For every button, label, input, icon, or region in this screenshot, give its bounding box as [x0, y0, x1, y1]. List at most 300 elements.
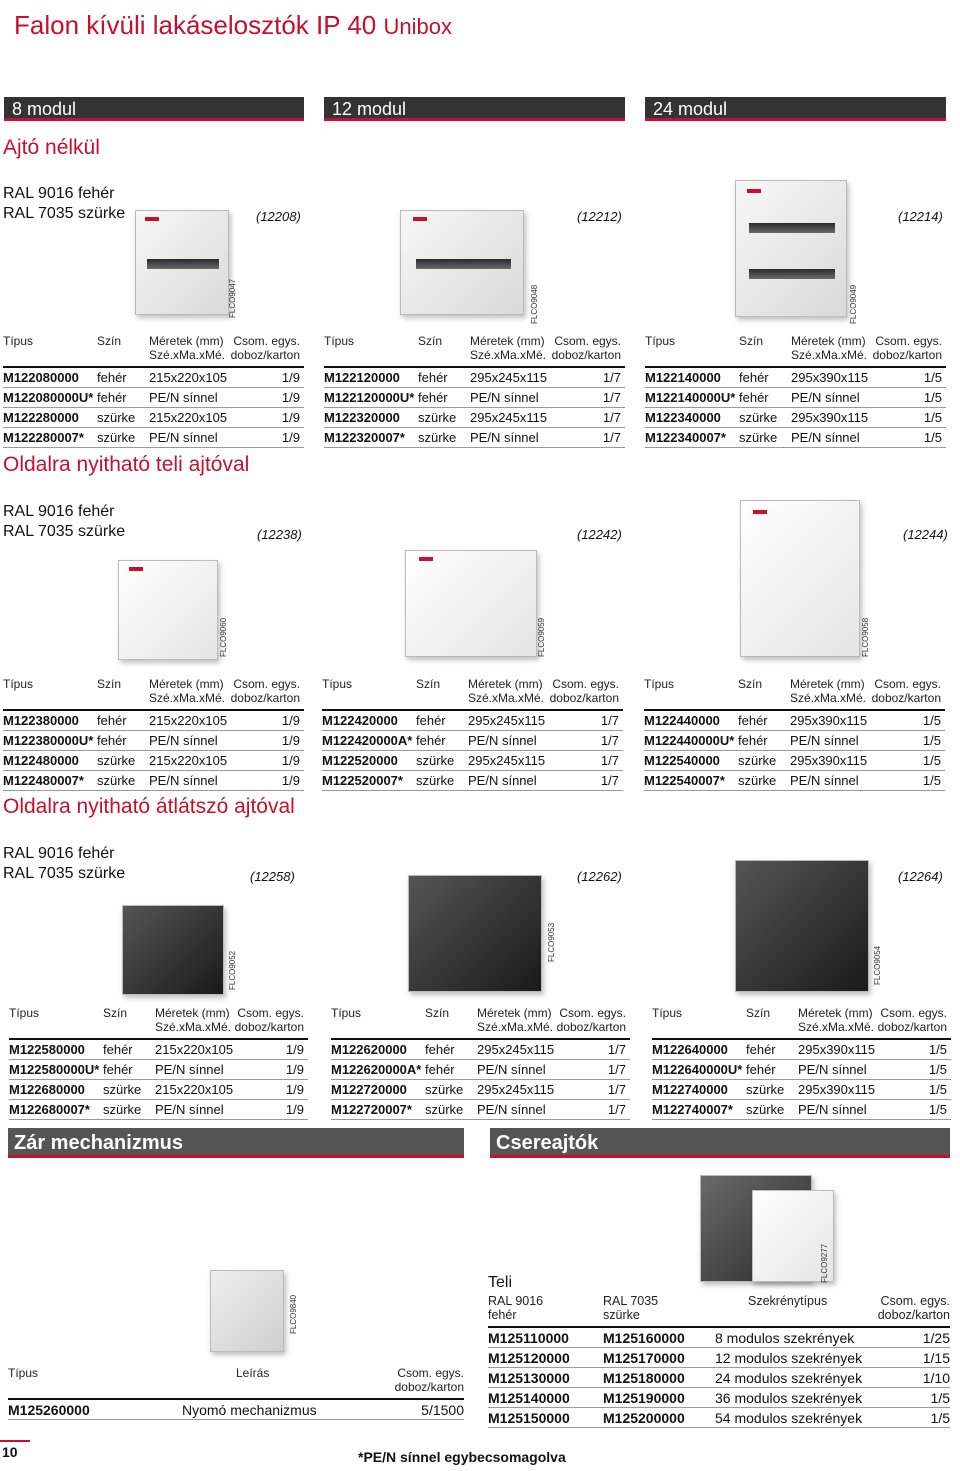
product-table: [322, 677, 623, 791]
col-csom: Csom. egys.: [397, 1366, 464, 1380]
table-row: [644, 711, 945, 731]
flco-code: FLCO9052: [228, 950, 237, 990]
table-cell: Csom. egys.: [233, 677, 300, 691]
table-cell: M122680007*: [9, 1102, 90, 1117]
table-row: [324, 388, 625, 408]
table-cell: M122380000U*: [3, 733, 94, 748]
table-cell: M122640000U*: [652, 1062, 743, 1077]
col-ral7035: RAL 7035: [603, 1294, 659, 1308]
table-cell: 295x245x115: [470, 410, 548, 425]
table-cell: PE/N sínnel: [468, 733, 537, 748]
table-header: [322, 677, 623, 711]
table-row: [3, 711, 304, 731]
table-cell: 1/9: [281, 733, 300, 748]
flco-code: FLCO9059: [537, 617, 546, 657]
table-cell: Szé.xMa.xMé.: [791, 348, 868, 362]
table-row: [324, 408, 625, 428]
table-cell: M122320007*: [324, 430, 405, 445]
table-cell: M122620000A*: [331, 1062, 422, 1077]
title-sub: Unibox: [383, 14, 452, 39]
table-cell: fehér: [746, 1042, 776, 1057]
table-cell: szürke: [416, 773, 455, 788]
product-table: [331, 1006, 630, 1120]
table-row: [645, 428, 946, 448]
table-cell: Nyomó mechanizmus: [182, 1402, 317, 1418]
ral-grey-label: RAL 7035 szürke: [3, 205, 126, 222]
product-code: (12238): [257, 527, 302, 542]
table-cell: Csom. egys.: [875, 334, 942, 348]
table-cell: PE/N sínnel: [470, 430, 539, 445]
table-row: [488, 1368, 950, 1388]
ral-labels: [3, 502, 125, 542]
table-row: [331, 1040, 630, 1060]
product-code: (12262): [577, 869, 622, 884]
product-table: [645, 334, 946, 448]
table-cell: M125200000: [603, 1410, 685, 1426]
table-cell: Típus: [331, 1006, 362, 1020]
table-cell: 1/9: [281, 773, 300, 788]
table-cell: M122280007*: [3, 430, 84, 445]
table-cell: szürke: [746, 1102, 785, 1117]
table-row: [322, 731, 623, 751]
product-code: (12208): [256, 209, 301, 224]
col-feher: fehér: [488, 1308, 517, 1322]
table-cell: PE/N sínnel: [798, 1062, 867, 1077]
table-cell: M122740007*: [652, 1102, 733, 1117]
table-cell: fehér: [103, 1042, 133, 1057]
table-row: [331, 1080, 630, 1100]
cabinet-image-glass-24: [735, 860, 869, 992]
table-cell: fehér: [418, 390, 448, 405]
table-cell: PE/N sínnel: [149, 773, 218, 788]
table-cell: 1/5: [922, 773, 941, 788]
table-cell: 1/7: [600, 713, 619, 728]
table-cell: 1/7: [600, 733, 619, 748]
product-code: (12244): [903, 527, 948, 542]
table-cell: 36 modulos szekrények: [715, 1390, 863, 1406]
table-cell: fehér: [738, 733, 768, 748]
cabinet-image-door-24: [740, 500, 860, 657]
table-header: [644, 677, 945, 711]
table-cell: Szín: [416, 677, 441, 691]
table-cell: M122740000: [652, 1082, 728, 1097]
table-cell: Szé.xMa.xMé.: [149, 691, 226, 705]
table-row: [488, 1388, 950, 1408]
table-row: [331, 1100, 630, 1120]
table-cell: 1/7: [600, 773, 619, 788]
title-main: Falon kívüli lakáselosztók IP 40: [14, 10, 377, 40]
table-cell: Szín: [746, 1006, 771, 1020]
table-cell: szürke: [416, 753, 455, 768]
table-cell: Csom. egys.: [552, 677, 619, 691]
table-cell: 295x390x115: [791, 370, 869, 385]
table-cell: M122520000: [322, 753, 398, 768]
col-meretek: Méretek (mm): [149, 334, 224, 348]
table-cell: fehér: [425, 1042, 455, 1057]
section-replacement-doors: Csereajtók: [490, 1128, 950, 1158]
col-tipus: Típus: [8, 1366, 39, 1380]
table-cell: M122120000: [324, 370, 400, 385]
table-row: [645, 388, 946, 408]
table-header: [324, 334, 625, 368]
table-row: [3, 731, 304, 751]
table-cell: fehér: [739, 370, 769, 385]
product-code: (12264): [898, 869, 943, 884]
table-cell: PE/N sínnel: [791, 430, 860, 445]
flco-code: FLCO9058: [861, 617, 870, 657]
table-cell: 1/7: [607, 1082, 626, 1097]
table-cell: Méretek (mm): [470, 334, 545, 348]
table-cell: M125110000: [488, 1330, 569, 1346]
table-cell: M125170000: [603, 1350, 685, 1366]
table-header: [652, 1006, 951, 1040]
table-cell: 1/9: [285, 1042, 304, 1057]
table-cell: PE/N sínnel: [149, 430, 218, 445]
table-cell: Csom. egys.: [554, 334, 621, 348]
table-cell: PE/N sínnel: [155, 1102, 224, 1117]
table-cell: 295x245x115: [468, 713, 546, 728]
table-row: [3, 408, 304, 428]
table-cell: PE/N sínnel: [155, 1062, 224, 1077]
table-cell: M122320000: [324, 410, 400, 425]
table-cell: szürke: [739, 410, 778, 425]
table-cell: fehér: [416, 733, 446, 748]
table-cell: M122580000: [9, 1042, 85, 1057]
table-cell: M122480000: [3, 753, 79, 768]
table-cell: PE/N sínnel: [149, 390, 218, 405]
table-row: [652, 1080, 951, 1100]
lock-mechanism-image: [210, 1270, 284, 1352]
product-code: (12214): [898, 209, 943, 224]
col-csom: Csom. egys.: [233, 334, 300, 348]
col-doboz: doboz/karton: [394, 1380, 464, 1394]
table-row: [9, 1100, 308, 1120]
cabinet-image-glass-12: [408, 875, 542, 992]
table-cell: 1/5: [928, 1062, 947, 1077]
table-cell: 8 modulos szekrények: [715, 1330, 855, 1346]
table-cell: 12 modulos szekrények: [715, 1350, 863, 1366]
table-row: [488, 1348, 950, 1368]
product-code: (12242): [577, 527, 622, 542]
table-row: [324, 368, 625, 388]
table-cell: szürke: [738, 773, 777, 788]
page-title: [14, 10, 452, 41]
table-row: [324, 428, 625, 448]
table-cell: Csom. egys.: [880, 1006, 947, 1020]
table-cell: 1/9: [281, 753, 300, 768]
cabinet-image-glass-8: [122, 905, 224, 995]
table-cell: PE/N sínnel: [149, 733, 218, 748]
table-cell: szürke: [103, 1102, 142, 1117]
table-row: [8, 1400, 464, 1420]
table-cell: fehér: [97, 390, 127, 405]
table-cell: 1/7: [602, 370, 621, 385]
col-szin: Szín: [97, 334, 122, 348]
table-cell: doboz/karton: [556, 1020, 626, 1034]
table-row: [644, 751, 945, 771]
table-cell: 1/5: [923, 430, 942, 445]
table-cell: 295x245x115: [477, 1042, 555, 1057]
ral-white-label: RAL 9016 fehér: [3, 845, 115, 862]
table-cell: Szé.xMa.xMé.: [798, 1020, 875, 1034]
table-row: [3, 428, 304, 448]
cabinet-image-8: [135, 210, 229, 315]
table-cell: 215x220x105: [149, 753, 228, 768]
table-cell: doboz/karton: [234, 1020, 304, 1034]
table-cell: M122440000: [644, 713, 720, 728]
flco-code: FLCO9060: [219, 617, 228, 657]
product-table: [9, 1006, 308, 1120]
table-cell: M122080000: [3, 370, 79, 385]
table-cell: 1/5: [928, 1082, 947, 1097]
table-cell: 24 modulos szekrények: [715, 1370, 863, 1386]
table-cell: M125120000: [488, 1350, 570, 1366]
table-header: [645, 334, 946, 368]
table-cell: M122520007*: [322, 773, 403, 788]
flco-code: FLCO9048: [530, 284, 539, 324]
ral-white-label: RAL 9016 fehér: [3, 503, 115, 520]
table-cell: PE/N sínnel: [477, 1062, 546, 1077]
table-cell: Szín: [738, 677, 763, 691]
table-cell: fehér: [97, 733, 127, 748]
table-row: [9, 1040, 308, 1060]
table-cell: Szé.xMa.xMé.: [468, 691, 545, 705]
table-cell: fehér: [418, 370, 448, 385]
ral-grey-label: RAL 7035 szürke: [3, 523, 126, 540]
col-doboz: doboz/karton: [877, 1308, 950, 1322]
lock-table: [8, 1366, 464, 1420]
col-szekrenytipus: Szekrénytípus: [748, 1294, 828, 1308]
col-ral9016: RAL 9016: [488, 1294, 544, 1308]
table-cell: 295x390x115: [790, 753, 868, 768]
table-cell: M125140000: [488, 1390, 570, 1406]
flco-code: FLCO9054: [873, 945, 882, 985]
table-cell: M125260000: [8, 1402, 90, 1418]
table-cell: M122140000: [645, 370, 721, 385]
table-cell: M122720000: [331, 1082, 407, 1097]
table-cell: 1/5: [923, 410, 942, 425]
ral-labels: [3, 184, 125, 224]
table-cell: PE/N sínnel: [798, 1102, 867, 1117]
product-table: [324, 334, 625, 448]
table-row: [645, 368, 946, 388]
table-row: [644, 731, 945, 751]
section-title-solid-door: Oldalra nyitható teli ajtóval: [3, 453, 250, 476]
ral-labels: [3, 844, 125, 884]
table-cell: PE/N sínnel: [791, 390, 860, 405]
table-cell: fehér: [746, 1062, 776, 1077]
table-cell: 1/5: [930, 1390, 950, 1406]
table-cell: M122540000: [644, 753, 720, 768]
table-cell: Szé.xMa.xMé.: [790, 691, 867, 705]
product-code: (12258): [250, 869, 295, 884]
table-cell: doboz/karton: [871, 691, 941, 705]
table-cell: szürke: [739, 430, 778, 445]
table-row: [645, 408, 946, 428]
product-table: [644, 677, 945, 791]
table-cell: Csom. egys.: [237, 1006, 304, 1020]
table-cell: 1/5: [930, 1410, 950, 1426]
table-cell: Szín: [425, 1006, 450, 1020]
product-table: [3, 677, 304, 791]
table-header: [3, 677, 304, 711]
table-cell: fehér: [739, 390, 769, 405]
table-cell: 1/10: [922, 1370, 950, 1386]
table-cell: 295x390x115: [798, 1042, 876, 1057]
table-cell: Típus: [645, 334, 676, 348]
table-cell: 215x220x105: [149, 370, 228, 385]
table-cell: Típus: [324, 334, 355, 348]
table-cell: 1/7: [602, 410, 621, 425]
table-cell: 1/5: [922, 733, 941, 748]
table-cell: Szín: [739, 334, 764, 348]
table-cell: M122340000: [645, 410, 721, 425]
table-row: [3, 771, 304, 791]
page-number: 10: [2, 1444, 18, 1460]
table-cell: 54 modulos szekrények: [715, 1410, 863, 1426]
table-cell: 215x220x105: [155, 1042, 234, 1057]
table-row: [488, 1328, 950, 1348]
table-cell: M122280000: [3, 410, 79, 425]
table-row: [322, 711, 623, 731]
table-cell: M122540007*: [644, 773, 725, 788]
table-cell: szürke: [425, 1102, 464, 1117]
table-cell: szürke: [418, 430, 457, 445]
table-row: [331, 1060, 630, 1080]
flco-code: FLCO9053: [547, 922, 556, 962]
module-band-8: 8 modul: [4, 97, 304, 121]
ral-grey-label: RAL 7035 szürke: [3, 865, 126, 882]
col-leiras: Leírás: [236, 1366, 270, 1380]
table-cell: Szín: [418, 334, 443, 348]
table-cell: Csom. egys.: [874, 677, 941, 691]
table-cell: 1/9: [285, 1102, 304, 1117]
table-cell: 215x220x105: [149, 410, 228, 425]
table-cell: M125190000: [603, 1390, 685, 1406]
table-cell: doboz/karton: [549, 691, 619, 705]
table-cell: szürke: [418, 410, 457, 425]
table-cell: Méretek (mm): [790, 677, 865, 691]
table-cell: Típus: [652, 1006, 683, 1020]
table-cell: 1/7: [607, 1102, 626, 1117]
table-cell: 1/5: [923, 370, 942, 385]
table-cell: Szé.xMa.xMé.: [470, 348, 547, 362]
cabinet-image-12: [400, 210, 524, 315]
table-cell: 295x390x115: [790, 713, 868, 728]
table-cell: 295x390x115: [791, 410, 869, 425]
table-header: [9, 1006, 308, 1040]
page-number-rule: [0, 1440, 30, 1442]
table-cell: 1/5: [922, 753, 941, 768]
section-title-no-door: Ajtó nélkül: [3, 136, 100, 159]
table-cell: M125150000: [488, 1410, 570, 1426]
table-header: [8, 1366, 464, 1400]
product-table: [652, 1006, 951, 1120]
table-cell: Szé.xMa.xMé.: [477, 1020, 554, 1034]
table-cell: Méretek (mm): [468, 677, 543, 691]
table-cell: Méretek (mm): [791, 334, 866, 348]
table-row: [652, 1040, 951, 1060]
flco-code: FLCO9277: [820, 1243, 829, 1283]
table-cell: fehér: [425, 1062, 455, 1077]
table-header: [3, 334, 304, 368]
table-cell: 1/7: [602, 390, 621, 405]
table-cell: szürke: [738, 753, 777, 768]
table-cell: 1/9: [281, 390, 300, 405]
table-cell: doboz/karton: [230, 691, 300, 705]
table-cell: M122680000: [9, 1082, 85, 1097]
table-row: [488, 1408, 950, 1428]
table-cell: PE/N sínnel: [470, 390, 539, 405]
col-doboz: doboz/karton: [230, 348, 300, 362]
cabinet-image-24: [735, 180, 847, 317]
module-band-12: 12 modul: [324, 97, 625, 121]
table-row: [322, 751, 623, 771]
table-cell: szürke: [746, 1082, 785, 1097]
table-cell: 1/9: [285, 1082, 304, 1097]
col-dims: Szé.xMa.xMé.: [149, 348, 226, 362]
table-cell: Típus: [3, 677, 34, 691]
cabinet-image-door-8: [118, 560, 218, 660]
ral-white-label: RAL 9016 fehér: [3, 185, 115, 202]
footnote: *PE/N sínnel egybecsomagolva: [358, 1449, 566, 1465]
table-row: [644, 771, 945, 791]
table-cell: M122340007*: [645, 430, 726, 445]
table-cell: Méretek (mm): [155, 1006, 230, 1020]
table-cell: M122480007*: [3, 773, 84, 788]
table-cell: szürke: [97, 430, 136, 445]
table-cell: doboz/karton: [551, 348, 621, 362]
table-cell: M125160000: [603, 1330, 685, 1346]
cabinet-image-door-12: [405, 550, 537, 657]
table-cell: 1/5: [928, 1102, 947, 1117]
table-cell: 295x245x115: [470, 370, 548, 385]
flco-code: FLCO9047: [228, 278, 237, 318]
table-cell: PE/N sínnel: [468, 773, 537, 788]
table-row: [322, 771, 623, 791]
table-cell: M125130000: [488, 1370, 570, 1386]
table-cell: fehér: [416, 713, 446, 728]
table-cell: PE/N sínnel: [790, 773, 859, 788]
table-cell: szürke: [97, 773, 136, 788]
teli-label: Teli: [488, 1274, 513, 1291]
col-csom: Csom. egys.: [880, 1294, 950, 1308]
table-cell: 215x220x105: [149, 713, 228, 728]
table-cell: 295x245x115: [468, 753, 546, 768]
table-cell: 1/5: [922, 713, 941, 728]
table-cell: Típus: [9, 1006, 40, 1020]
table-cell: 1/9: [281, 713, 300, 728]
table-cell: szürke: [425, 1082, 464, 1097]
table-cell: M122720007*: [331, 1102, 412, 1117]
table-header: [488, 1294, 950, 1328]
table-cell: doboz/karton: [872, 348, 942, 362]
table-cell: M122380000: [3, 713, 79, 728]
table-cell: Típus: [644, 677, 675, 691]
table-cell: Méretek (mm): [149, 677, 224, 691]
table-cell: Szín: [103, 1006, 128, 1020]
table-cell: doboz/karton: [877, 1020, 947, 1034]
table-header: [331, 1006, 630, 1040]
table-cell: 1/9: [285, 1062, 304, 1077]
table-cell: Csom. egys.: [559, 1006, 626, 1020]
table-cell: Szé.xMa.xMé.: [155, 1020, 232, 1034]
table-cell: PE/N sínnel: [477, 1102, 546, 1117]
section-title-transparent-door: Oldalra nyitható átlátszó ajtóval: [3, 795, 295, 818]
table-row: [9, 1080, 308, 1100]
table-row: [3, 388, 304, 408]
table-cell: 1/5: [928, 1042, 947, 1057]
